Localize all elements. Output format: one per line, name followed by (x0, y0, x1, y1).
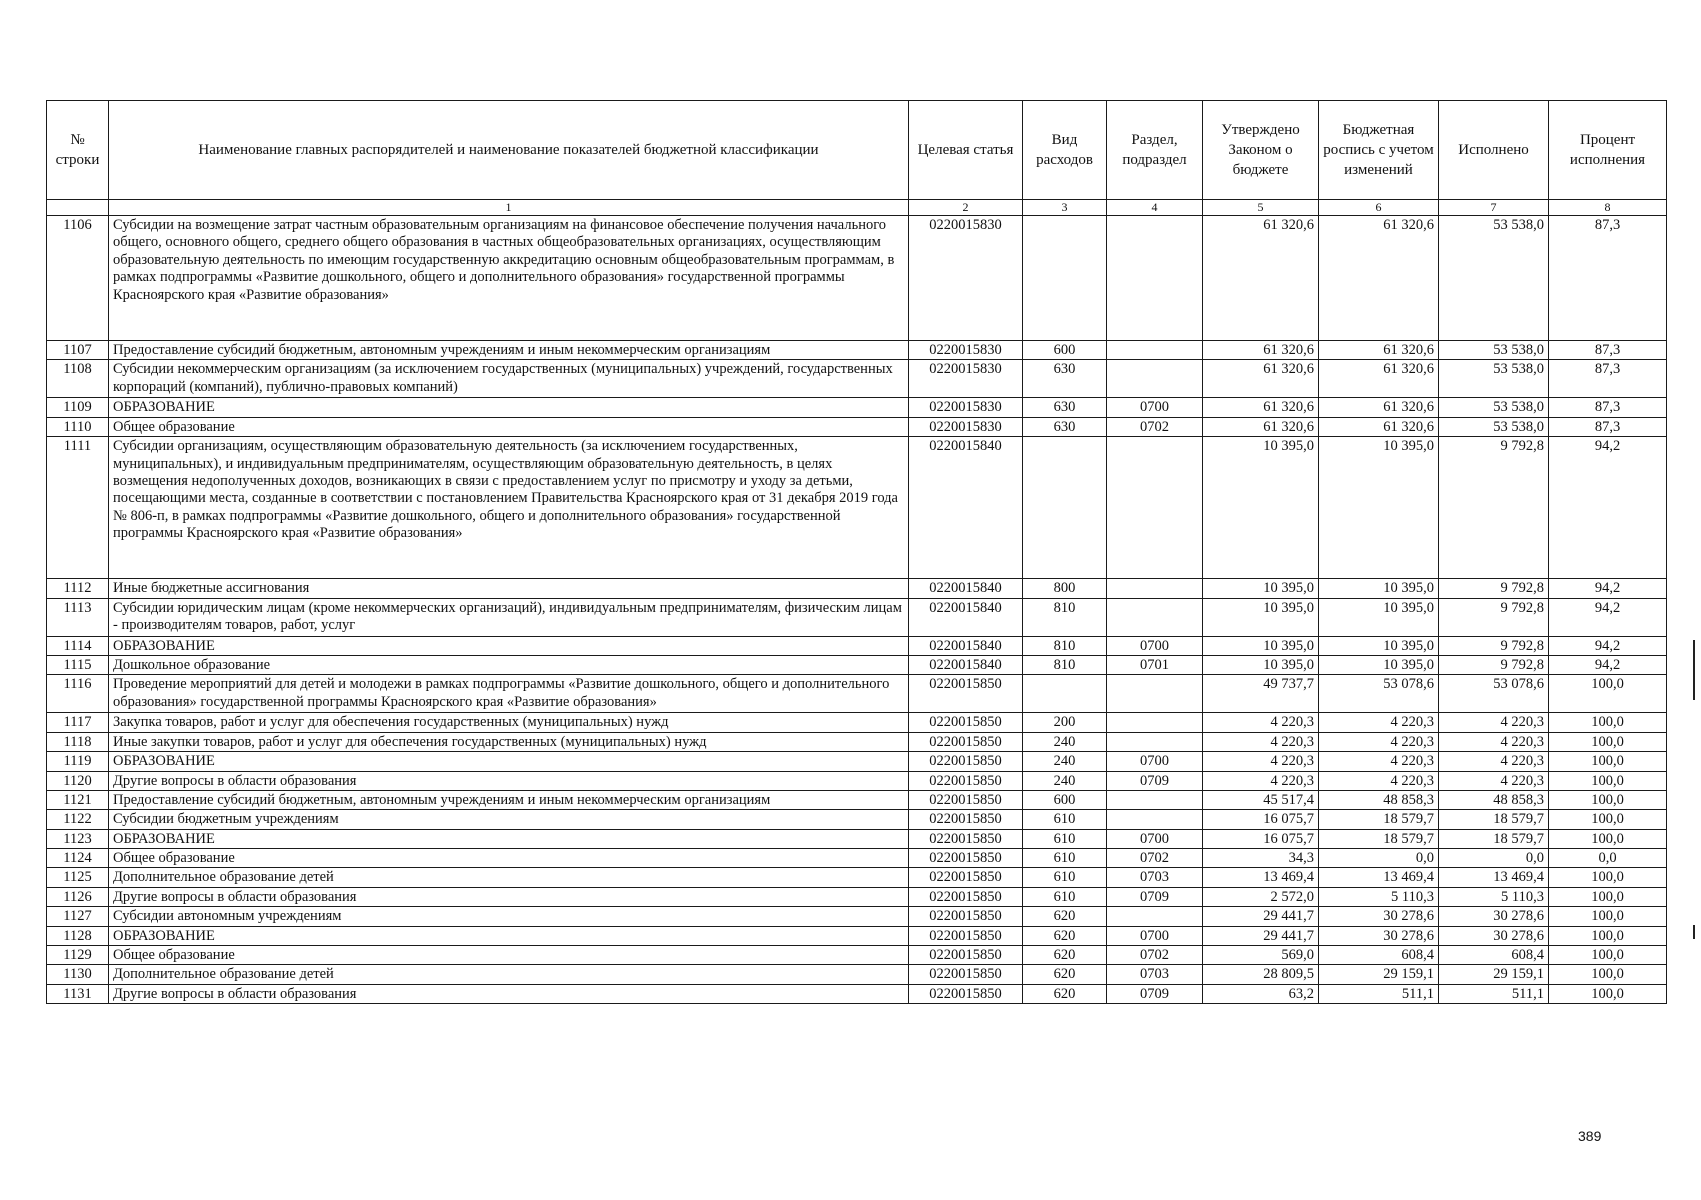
executed-amount: 48 858,3 (1439, 790, 1549, 809)
executed-amount: 30 278,6 (1439, 907, 1549, 926)
executed-amount: 4 220,3 (1439, 752, 1549, 771)
table-header (47, 101, 1667, 216)
execution-percent: 100,0 (1549, 790, 1667, 809)
target-article: 0220015840 (909, 437, 1023, 579)
execution-percent: 100,0 (1549, 732, 1667, 751)
row-name: ОБРАЗОВАНИЕ (109, 636, 909, 655)
row-name: Другие вопросы в области образования (109, 984, 909, 1003)
expense-type: 810 (1023, 598, 1107, 636)
section-code: 0700 (1107, 398, 1203, 417)
budget-amount: 10 395,0 (1319, 598, 1439, 636)
budget-amount: 511,1 (1319, 984, 1439, 1003)
header-expense-type: Вид расходов (1023, 101, 1107, 200)
expense-type: 240 (1023, 752, 1107, 771)
execution-percent: 100,0 (1549, 713, 1667, 732)
row-name: Общее образование (109, 849, 909, 868)
row-number: 1112 (47, 579, 109, 598)
table-row (47, 887, 1667, 906)
executed-amount: 53 538,0 (1439, 360, 1549, 398)
approved-amount: 16 075,7 (1203, 810, 1319, 829)
row-number: 1108 (47, 360, 109, 398)
executed-amount: 30 278,6 (1439, 926, 1549, 945)
row-number: 1119 (47, 752, 109, 771)
row-number: 1127 (47, 907, 109, 926)
target-article: 0220015850 (909, 946, 1023, 965)
table-row (47, 771, 1667, 790)
expense-type: 620 (1023, 984, 1107, 1003)
section-code: 0709 (1107, 984, 1203, 1003)
expense-type: 610 (1023, 810, 1107, 829)
executed-amount: 4 220,3 (1439, 713, 1549, 732)
executed-amount: 511,1 (1439, 984, 1549, 1003)
expense-type: 620 (1023, 965, 1107, 984)
row-name: Субсидии юридическим лицам (кроме некоммерческих организаций), индивидуальным предпринимателям, физическим лицам - производителям товаров, работ, услуг (109, 598, 909, 636)
execution-percent: 100,0 (1549, 946, 1667, 965)
row-name: Общее образование (109, 417, 909, 436)
execution-percent: 100,0 (1549, 771, 1667, 790)
table-row (47, 655, 1667, 674)
target-article: 0220015830 (909, 398, 1023, 417)
row-name: Предоставление субсидий бюджетным, автономным учреждениям и иным некоммерческим организациям (109, 341, 909, 360)
target-article: 0220015850 (909, 829, 1023, 848)
column-number: 8 (1549, 200, 1667, 216)
executed-amount: 608,4 (1439, 946, 1549, 965)
table-row (47, 598, 1667, 636)
row-number: 1116 (47, 675, 109, 713)
target-article: 0220015850 (909, 849, 1023, 868)
target-article: 0220015850 (909, 790, 1023, 809)
header-executed: Исполнено (1439, 101, 1549, 200)
approved-amount: 49 737,7 (1203, 675, 1319, 713)
expense-type: 620 (1023, 907, 1107, 926)
section-code (1107, 810, 1203, 829)
row-number: 1123 (47, 829, 109, 848)
row-name: Иные закупки товаров, работ и услуг для обеспечения государственных (муниципальных) нужд (109, 732, 909, 751)
row-number: 1118 (47, 732, 109, 751)
execution-percent: 100,0 (1549, 887, 1667, 906)
table-row (47, 216, 1667, 341)
approved-amount: 2 572,0 (1203, 887, 1319, 906)
target-article: 0220015850 (909, 887, 1023, 906)
section-code (1107, 579, 1203, 598)
budget-amount: 29 159,1 (1319, 965, 1439, 984)
execution-percent: 100,0 (1549, 810, 1667, 829)
approved-amount: 63,2 (1203, 984, 1319, 1003)
row-name: ОБРАЗОВАНИЕ (109, 752, 909, 771)
executed-amount: 9 792,8 (1439, 579, 1549, 598)
target-article: 0220015850 (909, 907, 1023, 926)
expense-type: 240 (1023, 771, 1107, 790)
section-code (1107, 732, 1203, 751)
target-article: 0220015840 (909, 579, 1023, 598)
expense-type: 630 (1023, 360, 1107, 398)
expense-type (1023, 216, 1107, 341)
row-number: 1107 (47, 341, 109, 360)
column-headers-row (47, 101, 1667, 200)
table-row (47, 752, 1667, 771)
table-row (47, 926, 1667, 945)
target-article: 0220015850 (909, 965, 1023, 984)
header-target-article: Целевая статья (909, 101, 1023, 200)
row-name: Другие вопросы в области образования (109, 771, 909, 790)
executed-amount: 18 579,7 (1439, 829, 1549, 848)
target-article: 0220015850 (909, 984, 1023, 1003)
budget-amount: 61 320,6 (1319, 360, 1439, 398)
approved-amount: 61 320,6 (1203, 417, 1319, 436)
target-article: 0220015850 (909, 868, 1023, 887)
table-row (47, 417, 1667, 436)
execution-percent: 100,0 (1549, 829, 1667, 848)
budget-amount: 4 220,3 (1319, 732, 1439, 751)
header-budget-schedule: Бюджетная роспись с учетом изменений (1319, 101, 1439, 200)
executed-amount: 4 220,3 (1439, 732, 1549, 751)
column-number: 5 (1203, 200, 1319, 216)
section-code (1107, 598, 1203, 636)
row-number: 1115 (47, 655, 109, 674)
budget-amount: 0,0 (1319, 849, 1439, 868)
table-body (47, 216, 1667, 1004)
table-row (47, 713, 1667, 732)
approved-amount: 13 469,4 (1203, 868, 1319, 887)
page-number: 389 (1578, 1128, 1602, 1144)
row-number: 1129 (47, 946, 109, 965)
approved-amount: 28 809,5 (1203, 965, 1319, 984)
approved-amount: 10 395,0 (1203, 579, 1319, 598)
budget-amount: 4 220,3 (1319, 771, 1439, 790)
target-article: 0220015830 (909, 360, 1023, 398)
header-name: Наименование главных распорядителей и наименование показателей бюджетной классификации (109, 101, 909, 200)
target-article: 0220015850 (909, 732, 1023, 751)
expense-type: 630 (1023, 417, 1107, 436)
section-code (1107, 341, 1203, 360)
execution-percent: 100,0 (1549, 907, 1667, 926)
approved-amount: 29 441,7 (1203, 926, 1319, 945)
row-number: 1122 (47, 810, 109, 829)
executed-amount: 53 538,0 (1439, 398, 1549, 417)
row-name: Дополнительное образование детей (109, 868, 909, 887)
section-code: 0700 (1107, 926, 1203, 945)
section-code: 0701 (1107, 655, 1203, 674)
budget-amount: 10 395,0 (1319, 636, 1439, 655)
approved-amount: 10 395,0 (1203, 636, 1319, 655)
approved-amount: 4 220,3 (1203, 732, 1319, 751)
section-code (1107, 907, 1203, 926)
section-code (1107, 790, 1203, 809)
section-code (1107, 360, 1203, 398)
table-row (47, 810, 1667, 829)
executed-amount: 18 579,7 (1439, 810, 1549, 829)
execution-percent: 87,3 (1549, 360, 1667, 398)
row-name: Субсидии организациям, осуществляющим образовательную деятельность (за исключением государственных, муниципальных), и индивидуальным предпринимателям, осуществляющим образовательную деятельность, в целях возмещения недополученных доходов, возникающих в связи с предоставлением услуг по присмотру и уходу за детьми, посещающими места, созданные в соответствии с постановлением Правительства Красноярского края от 31 декабря 2019 года № 806-п, в рамках подпрограммы «Развитие дошкольного, общего и дополнительного образования» государственной программы Красноярского края «Развитие образования» (109, 437, 909, 579)
execution-percent: 87,3 (1549, 417, 1667, 436)
expense-type: 630 (1023, 398, 1107, 417)
section-code: 0709 (1107, 771, 1203, 790)
section-code (1107, 216, 1203, 341)
section-code: 0703 (1107, 965, 1203, 984)
table-row (47, 398, 1667, 417)
budget-amount: 4 220,3 (1319, 752, 1439, 771)
table-row (47, 360, 1667, 398)
executed-amount: 9 792,8 (1439, 636, 1549, 655)
budget-amount: 30 278,6 (1319, 907, 1439, 926)
header-section: Раздел, подраздел (1107, 101, 1203, 200)
table-row (47, 946, 1667, 965)
execution-percent: 100,0 (1549, 868, 1667, 887)
section-code: 0702 (1107, 417, 1203, 436)
expense-type: 610 (1023, 887, 1107, 906)
approved-amount: 45 517,4 (1203, 790, 1319, 809)
approved-amount: 4 220,3 (1203, 752, 1319, 771)
row-number: 1124 (47, 849, 109, 868)
expense-type: 810 (1023, 636, 1107, 655)
execution-percent: 87,3 (1549, 398, 1667, 417)
budget-amount: 4 220,3 (1319, 713, 1439, 732)
row-name: Субсидии некоммерческим организациям (за исключением государственных (муниципальных) учреждений, государственных корпораций (компаний), публично-правовых компаний) (109, 360, 909, 398)
table-row (47, 437, 1667, 579)
target-article: 0220015840 (909, 636, 1023, 655)
column-number: 2 (909, 200, 1023, 216)
row-number: 1110 (47, 417, 109, 436)
section-code (1107, 713, 1203, 732)
budget-amount: 5 110,3 (1319, 887, 1439, 906)
section-code (1107, 675, 1203, 713)
expense-type: 610 (1023, 829, 1107, 848)
target-article: 0220015850 (909, 810, 1023, 829)
execution-percent: 100,0 (1549, 965, 1667, 984)
executed-amount: 53 538,0 (1439, 341, 1549, 360)
row-number: 1131 (47, 984, 109, 1003)
expense-type: 610 (1023, 849, 1107, 868)
target-article: 0220015850 (909, 926, 1023, 945)
executed-amount: 9 792,8 (1439, 437, 1549, 579)
budget-amount: 18 579,7 (1319, 810, 1439, 829)
approved-amount: 10 395,0 (1203, 655, 1319, 674)
execution-percent: 100,0 (1549, 675, 1667, 713)
expense-type: 610 (1023, 868, 1107, 887)
row-name: Закупка товаров, работ и услуг для обеспечения государственных (муниципальных) нужд (109, 713, 909, 732)
section-code: 0700 (1107, 829, 1203, 848)
table-row (47, 636, 1667, 655)
execution-percent: 94,2 (1549, 636, 1667, 655)
row-number: 1130 (47, 965, 109, 984)
section-code (1107, 437, 1203, 579)
section-code: 0703 (1107, 868, 1203, 887)
budget-amount: 61 320,6 (1319, 417, 1439, 436)
section-code: 0700 (1107, 636, 1203, 655)
row-number: 1111 (47, 437, 109, 579)
column-number: 7 (1439, 200, 1549, 216)
column-number: 4 (1107, 200, 1203, 216)
table-row (47, 965, 1667, 984)
execution-percent: 100,0 (1549, 926, 1667, 945)
executed-amount: 29 159,1 (1439, 965, 1549, 984)
row-name: ОБРАЗОВАНИЕ (109, 926, 909, 945)
approved-amount: 569,0 (1203, 946, 1319, 965)
budget-amount: 61 320,6 (1319, 398, 1439, 417)
executed-amount: 53 538,0 (1439, 417, 1549, 436)
section-code: 0700 (1107, 752, 1203, 771)
section-code: 0702 (1107, 849, 1203, 868)
target-article: 0220015840 (909, 655, 1023, 674)
row-name: ОБРАЗОВАНИЕ (109, 829, 909, 848)
execution-percent: 100,0 (1549, 984, 1667, 1003)
execution-percent: 94,2 (1549, 579, 1667, 598)
approved-amount: 4 220,3 (1203, 713, 1319, 732)
table-row (47, 829, 1667, 848)
expense-type: 200 (1023, 713, 1107, 732)
table-row (47, 984, 1667, 1003)
column-number: 1 (109, 200, 909, 216)
target-article: 0220015830 (909, 341, 1023, 360)
approved-amount: 61 320,6 (1203, 341, 1319, 360)
row-name: Проведение мероприятий для детей и молодежи в рамках подпрограммы «Развитие дошкольного, общего и дополнительного образования» государственной программы Красноярского края «Развитие образования» (109, 675, 909, 713)
execution-percent: 0,0 (1549, 849, 1667, 868)
expense-type: 600 (1023, 790, 1107, 809)
approved-amount: 16 075,7 (1203, 829, 1319, 848)
budget-amount: 608,4 (1319, 946, 1439, 965)
execution-percent: 87,3 (1549, 216, 1667, 341)
target-article: 0220015830 (909, 216, 1023, 341)
execution-percent: 94,2 (1549, 655, 1667, 674)
column-number: 3 (1023, 200, 1107, 216)
budget-amount: 10 395,0 (1319, 437, 1439, 579)
execution-percent: 100,0 (1549, 752, 1667, 771)
budget-amount: 10 395,0 (1319, 655, 1439, 674)
table-row (47, 790, 1667, 809)
table-row (47, 341, 1667, 360)
row-name: Другие вопросы в области образования (109, 887, 909, 906)
table-row (47, 907, 1667, 926)
row-name: ОБРАЗОВАНИЕ (109, 398, 909, 417)
row-name: Иные бюджетные ассигнования (109, 579, 909, 598)
scan-edge-mark (1693, 640, 1695, 700)
row-name: Субсидии бюджетным учреждениям (109, 810, 909, 829)
executed-amount: 4 220,3 (1439, 771, 1549, 790)
target-article: 0220015850 (909, 771, 1023, 790)
execution-percent: 94,2 (1549, 598, 1667, 636)
approved-amount: 61 320,6 (1203, 360, 1319, 398)
column-number (47, 200, 109, 216)
row-number: 1109 (47, 398, 109, 417)
approved-amount: 10 395,0 (1203, 598, 1319, 636)
expense-type: 620 (1023, 926, 1107, 945)
executed-amount: 5 110,3 (1439, 887, 1549, 906)
budget-amount: 48 858,3 (1319, 790, 1439, 809)
row-number: 1120 (47, 771, 109, 790)
executed-amount: 53 538,0 (1439, 216, 1549, 341)
budget-execution-table (46, 100, 1667, 1004)
executed-amount: 0,0 (1439, 849, 1549, 868)
table-row (47, 579, 1667, 598)
approved-amount: 61 320,6 (1203, 398, 1319, 417)
budget-amount: 10 395,0 (1319, 579, 1439, 598)
section-code: 0709 (1107, 887, 1203, 906)
expense-type (1023, 437, 1107, 579)
target-article: 0220015830 (909, 417, 1023, 436)
target-article: 0220015850 (909, 675, 1023, 713)
expense-type: 600 (1023, 341, 1107, 360)
header-row-number: № строки (47, 101, 109, 200)
executed-amount: 9 792,8 (1439, 598, 1549, 636)
row-number: 1114 (47, 636, 109, 655)
scan-edge-mark (1693, 925, 1695, 939)
target-article: 0220015850 (909, 752, 1023, 771)
executed-amount: 9 792,8 (1439, 655, 1549, 674)
column-numbers-row (47, 200, 1667, 216)
row-number: 1113 (47, 598, 109, 636)
row-name: Предоставление субсидий бюджетным, автономным учреждениям и иным некоммерческим организациям (109, 790, 909, 809)
budget-amount: 53 078,6 (1319, 675, 1439, 713)
table-row (47, 732, 1667, 751)
row-number: 1121 (47, 790, 109, 809)
row-number: 1126 (47, 887, 109, 906)
expense-type: 240 (1023, 732, 1107, 751)
execution-percent: 87,3 (1549, 341, 1667, 360)
row-number: 1125 (47, 868, 109, 887)
target-article: 0220015840 (909, 598, 1023, 636)
executed-amount: 53 078,6 (1439, 675, 1549, 713)
budget-amount: 61 320,6 (1319, 216, 1439, 341)
budget-amount: 61 320,6 (1319, 341, 1439, 360)
executed-amount: 13 469,4 (1439, 868, 1549, 887)
budget-amount: 18 579,7 (1319, 829, 1439, 848)
row-number: 1106 (47, 216, 109, 341)
approved-amount: 61 320,6 (1203, 216, 1319, 341)
approved-amount: 10 395,0 (1203, 437, 1319, 579)
approved-amount: 29 441,7 (1203, 907, 1319, 926)
budget-amount: 13 469,4 (1319, 868, 1439, 887)
row-name: Дошкольное образование (109, 655, 909, 674)
execution-percent: 94,2 (1549, 437, 1667, 579)
expense-type: 810 (1023, 655, 1107, 674)
approved-amount: 34,3 (1203, 849, 1319, 868)
expense-type: 620 (1023, 946, 1107, 965)
table-row (47, 849, 1667, 868)
expense-type: 800 (1023, 579, 1107, 598)
header-percent: Процент исполнения (1549, 101, 1667, 200)
row-number: 1117 (47, 713, 109, 732)
target-article: 0220015850 (909, 713, 1023, 732)
expense-type (1023, 675, 1107, 713)
table-row (47, 868, 1667, 887)
row-name: Общее образование (109, 946, 909, 965)
header-approved: Утверждено Законом о бюджете (1203, 101, 1319, 200)
section-code: 0702 (1107, 946, 1203, 965)
budget-amount: 30 278,6 (1319, 926, 1439, 945)
row-name: Дополнительное образование детей (109, 965, 909, 984)
table-row (47, 675, 1667, 713)
approved-amount: 4 220,3 (1203, 771, 1319, 790)
column-number: 6 (1319, 200, 1439, 216)
row-name: Субсидии на возмещение затрат частным образовательным организациям на финансовое обеспечение получения начального общего, основного общего, среднего общего образования в частных общеобразовательных организациях, осуществляющим образовательную деятельность по имеющим государственную аккредитацию основным общеобразовательным программам, в рамках подпрограммы «Развитие дошкольного, общего и дополнительного образования» государственной программы Красноярского края «Развитие образования» (109, 216, 909, 341)
row-name: Субсидии автономным учреждениям (109, 907, 909, 926)
row-number: 1128 (47, 926, 109, 945)
